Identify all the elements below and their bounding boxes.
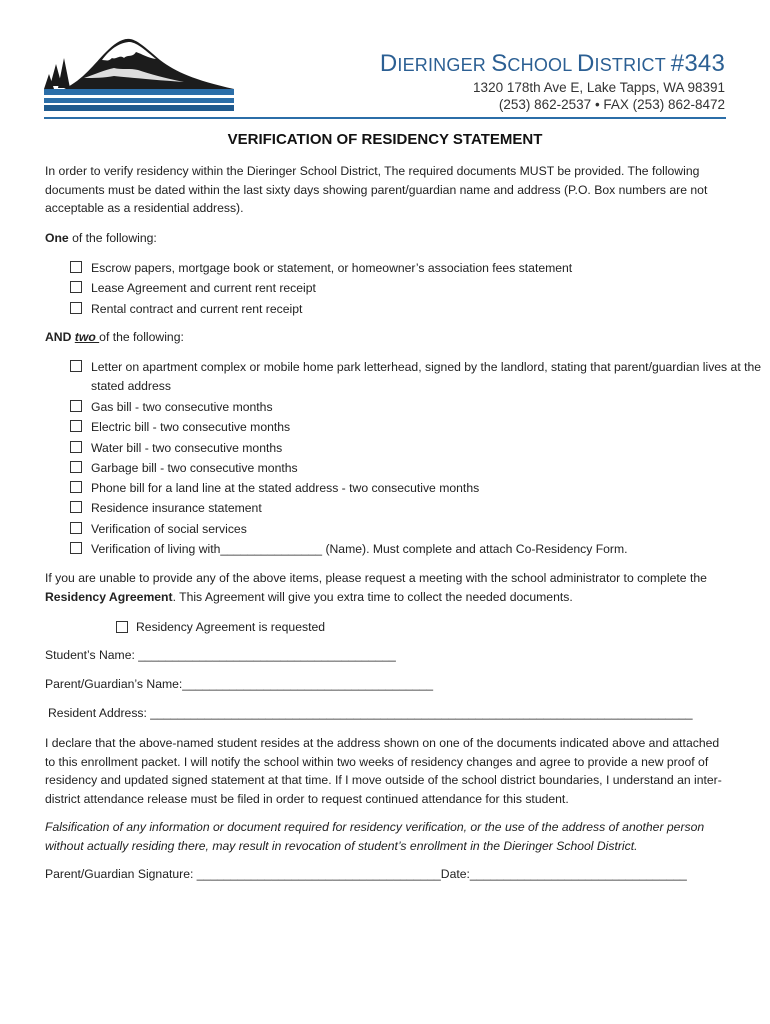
document-option — [70, 519, 770, 539]
district-address: 1320 178th Ave E, Lake Tapps, WA 98391 — [473, 80, 725, 95]
document-checkbox[interactable] — [70, 501, 82, 513]
one-of-heading — [45, 229, 730, 248]
document-option-label: Verification of social services — [91, 521, 247, 536]
residency-agreement-bold: Residency Agreement — [45, 589, 173, 604]
document-checkbox[interactable] — [70, 261, 82, 273]
district-name — [380, 50, 725, 78]
document-option-label: Verification of living with_______________ (Name). Must complete and attach Co-Residency Form. — [91, 542, 628, 557]
document-option-label: Lease Agreement and current rent receipt — [91, 281, 316, 296]
and-two-rest: of the following: — [99, 330, 184, 344]
agreement-requested-checkbox[interactable] — [116, 621, 128, 633]
document-option — [70, 278, 572, 298]
district-name-part: S — [491, 50, 508, 77]
document-option-label: Residence insurance statement — [91, 501, 262, 516]
document-option — [70, 438, 770, 458]
unable-before: If you are unable to provide any of the above items, please request a meeting with the school administrator to complete the — [45, 571, 707, 585]
document-checkbox[interactable] — [70, 461, 82, 473]
document-option-label: Rental contract and current rent receipt — [91, 301, 303, 316]
document-checkbox[interactable] — [70, 542, 82, 554]
document-option — [70, 458, 770, 478]
and-two-heading — [45, 328, 730, 347]
document-option — [70, 539, 770, 559]
secondary-documents-list — [70, 358, 770, 559]
document-option — [70, 358, 770, 397]
primary-documents-list — [70, 258, 572, 319]
document-checkbox[interactable] — [70, 281, 82, 293]
district-name-part: IERINGER — [397, 55, 492, 75]
document-option — [70, 478, 770, 498]
district-name-part: #343 — [670, 50, 725, 77]
document-checkbox[interactable] — [70, 441, 82, 453]
document-option-label: Gas bill - two consecutive months — [91, 400, 273, 414]
page-title: VERIFICATION OF RESIDENCY STATEMENT — [227, 131, 543, 148]
and-bold: AND — [45, 330, 75, 344]
falsification-warning: Falsification of any information or document required for residency verification, or the use of the address of another person without actually residing there, may result in revocation of student’s enrollment in the Dieringer School District. — [45, 820, 705, 853]
one-of-rest: of the following: — [68, 231, 157, 245]
signature-date-field[interactable]: Parent/Guardian Signature: ____________________________________Date:________________________________ — [45, 867, 687, 881]
one-of-bold: One — [45, 231, 69, 245]
intro-paragraph: In order to verify residency within the Dieringer School District, The required documents MUST be provided. The following documents must be dated within the last sixty days showing parent/guardian name and address (P.O. Box numbers are not acceptable as a residential address). — [45, 164, 708, 215]
document-option — [70, 299, 572, 319]
unable-after: . This Agreement will give you extra time to collect the needed documents. — [172, 589, 573, 604]
document-checkbox[interactable] — [70, 400, 82, 412]
student-name-field[interactable]: Student’s Name: ______________________________________ — [45, 648, 396, 662]
document-option — [70, 498, 770, 518]
document-option — [70, 417, 770, 437]
parent-name-field[interactable]: Parent/Guardian’s Name:_____________________________________ — [45, 677, 434, 691]
document-option-label: Phone bill for a land line at the stated address - two consecutive months — [91, 481, 480, 496]
document-checkbox[interactable] — [70, 522, 82, 534]
header-divider — [44, 117, 726, 119]
document-checkbox[interactable] — [70, 481, 82, 493]
resident-address-field[interactable]: Resident Address: ________________________________________________________________________________ — [48, 706, 693, 720]
district-name-part: CHOOL — [507, 55, 577, 75]
document-checkbox[interactable] — [70, 360, 82, 372]
agreement-requested-label: Residency Agreement is requested — [136, 620, 326, 634]
district-logo-icon — [44, 34, 234, 112]
document-option — [70, 397, 770, 417]
district-phone-fax: (253) 862-2537 • FAX (253) 862-8472 — [498, 97, 725, 112]
district-name-part: D — [576, 50, 595, 77]
document-option-label: Garbage bill - two consecutive months — [91, 460, 298, 475]
document-option — [70, 258, 572, 278]
two-emphasis: two — [74, 330, 100, 344]
document-checkbox[interactable] — [70, 420, 82, 432]
agreement-requested-row — [116, 618, 325, 636]
district-name-part: ISTRICT — [594, 55, 671, 75]
district-name-part: D — [379, 50, 398, 77]
document-option-label: Letter on apartment complex or mobile home park letterhead, signed by the landlord, stating that parent/guardian lives at the stated address — [91, 360, 762, 393]
document-checkbox[interactable] — [70, 302, 82, 314]
document-option-label: Escrow papers, mortgage book or statement, or homeowner’s association fees statement — [91, 261, 573, 275]
document-option-label: Electric bill - two consecutive months — [91, 420, 291, 435]
declaration-paragraph: I declare that the above-named student resides at the address shown on one of the documents indicated above and attached to this enrollment packet. I will notify the school within two weeks of residency changes and agree to provide a new proof of residency and updated signed statement at that time. If I move outside of the school district boundaries, I understand an inter-district attendance release must be filed in order to request continued attendance for this student. — [45, 736, 722, 806]
unable-paragraph — [45, 569, 730, 606]
document-option-label: Water bill - two consecutive months — [91, 440, 283, 455]
